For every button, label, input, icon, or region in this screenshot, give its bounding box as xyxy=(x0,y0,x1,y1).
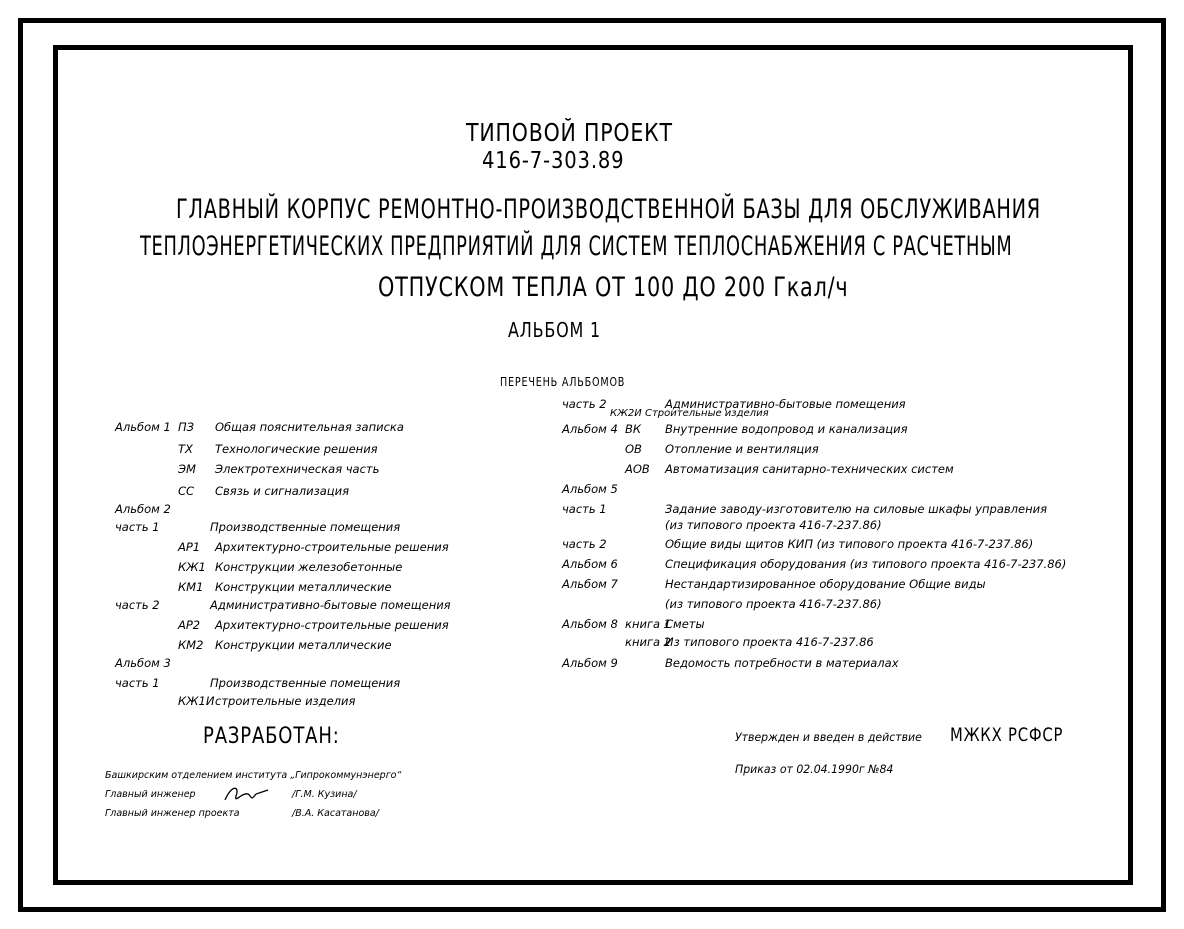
chief-project-engineer-name: /В.А. Касатанова/ xyxy=(292,808,379,819)
list-item-text: Технологические решения xyxy=(215,442,378,456)
list-item-text: Конструкции железобетонные xyxy=(215,560,403,574)
title-line-2: ТЕПЛОЭНЕРГЕТИЧЕСКИХ ПРЕДПРИЯТИЙ ДЛЯ СИСТЕМ ТЕПЛОСНАБЖЕНИЯ С РАСЧЕТНЫМ xyxy=(140,231,1013,262)
list-item-text: Нестандартизированное оборудование Общие виды xyxy=(665,577,986,591)
list-item-label: Альбом 6 xyxy=(562,557,618,571)
list-item-text: Внутренние водопровод и канализация xyxy=(665,422,908,436)
list-item-label: часть 2 xyxy=(562,397,607,411)
list-item-text: Связь и сигнализация xyxy=(215,484,350,498)
developed-heading: РАЗРАБОТАН: xyxy=(203,724,340,749)
list-item-text: Административно-бытовые помещения xyxy=(665,397,906,411)
list-item-text: Из типового проекта 416-7-237.86 xyxy=(665,635,874,649)
list-item-label: Альбом 5 xyxy=(562,482,618,496)
list-item-code: ЭМ xyxy=(178,462,196,476)
list-item-text: Автоматизация санитарно-технических систем xyxy=(665,462,954,476)
list-item-code: АР1 xyxy=(178,540,201,554)
signature-icon xyxy=(222,782,272,808)
list-item-code: СС xyxy=(178,484,195,498)
project-number: 416-7-303.89 xyxy=(482,148,625,174)
list-item-label: Альбом 4 xyxy=(562,422,618,436)
project-type: ТИПОВОЙ ПРОЕКТ xyxy=(466,118,673,147)
list-item-label: Альбом 1 xyxy=(115,420,171,434)
list-item-text: Архитектурно-строительные решения xyxy=(215,540,449,554)
list-item-label: часть 2 xyxy=(115,598,160,612)
list-heading: ПЕРЕЧЕНЬ АЛЬБОМОВ xyxy=(500,375,626,389)
developer: Башкирским отделением института „Гипрокоммунэнерго“ xyxy=(105,770,402,781)
list-item-text: Производственные помещения xyxy=(210,520,401,534)
list-item-text: Отопление и вентиляция xyxy=(665,442,819,456)
list-item-label: Альбом 2 xyxy=(115,502,171,516)
list-item-text: Строительные изделия xyxy=(645,408,769,419)
list-item-text: строительные изделия xyxy=(215,694,356,708)
list-item-code: книга 2 xyxy=(625,635,671,649)
list-item-code: ПЗ xyxy=(178,420,195,434)
chief-engineer-name: /Г.М. Кузина/ xyxy=(292,789,357,800)
list-item-code: ТХ xyxy=(178,442,193,456)
title-line-3: ОТПУСКОМ ТЕПЛА ОТ 100 ДО 200 Гкал/ч xyxy=(378,272,849,303)
list-item-text: Общие виды щитов КИП (из типового проекта 416-7-237.86) xyxy=(665,537,1034,551)
list-item-text: Конструкции металлические xyxy=(215,580,392,594)
chief-project-engineer-label: Главный инженер проекта xyxy=(105,808,240,819)
list-item-code: КЖ1 xyxy=(178,560,206,574)
list-item-label: часть 1 xyxy=(562,502,607,516)
list-item-text: Административно-бытовые помещения xyxy=(210,598,451,612)
list-item-label: часть 1 xyxy=(115,676,160,690)
list-item-code: КМ1 xyxy=(178,580,204,594)
list-item-code: ОВ xyxy=(625,442,642,456)
list-item-text: Конструкции металлические xyxy=(215,638,392,652)
order-text: Приказ от 02.04.1990г №84 xyxy=(735,762,894,776)
list-item-label: часть 1 xyxy=(115,520,160,534)
list-item-text: (из типового проекта 416-7-237.86) xyxy=(665,518,882,532)
list-item-code: АР2 xyxy=(178,618,201,632)
approved-by: МЖКХ РСФСР xyxy=(950,724,1064,746)
list-item-code: КМ2 xyxy=(178,638,204,652)
list-item-code: книга 1 xyxy=(625,617,671,631)
list-item-label: часть 2 xyxy=(562,537,607,551)
list-item-code: АОВ xyxy=(625,462,650,476)
list-item-text: Общая пояснительная записка xyxy=(215,420,404,434)
list-item-text: Ведомость потребности в материалах xyxy=(665,656,899,670)
list-item-code: КЖ2И xyxy=(610,408,642,419)
list-item-text: Задание заводу-изготовителю на силовые шкафы управления xyxy=(665,502,1047,516)
approved-text: Утвержден и введен в действие xyxy=(735,730,922,744)
list-item-text: Сметы xyxy=(665,617,705,631)
list-item-label: Альбом 9 xyxy=(562,656,618,670)
list-item-text: Электротехническая часть xyxy=(215,462,380,476)
list-item-label: Альбом 8 xyxy=(562,617,618,631)
list-item-text: (из типового проекта 416-7-237.86) xyxy=(665,597,882,611)
list-item-label: Альбом 7 xyxy=(562,577,618,591)
title-line-1: ГЛАВНЫЙ КОРПУС РЕМОНТНО-ПРОИЗВОДСТВЕННОЙ БАЗЫ ДЛЯ ОБСЛУЖИВАНИЯ xyxy=(176,194,1041,225)
chief-engineer-label: Главный инженер xyxy=(105,789,196,800)
list-item-text: Спецификация оборудования (из типового проекта 416-7-237.86) xyxy=(665,557,1067,571)
list-item-code: КЖ1И xyxy=(178,694,215,708)
list-item-text: Архитектурно-строительные решения xyxy=(215,618,449,632)
list-item-text: Производственные помещения xyxy=(210,676,401,690)
album-number: АЛЬБОМ 1 xyxy=(508,318,601,342)
list-item-label: Альбом 3 xyxy=(115,656,171,670)
list-item-code: ВК xyxy=(625,422,642,436)
